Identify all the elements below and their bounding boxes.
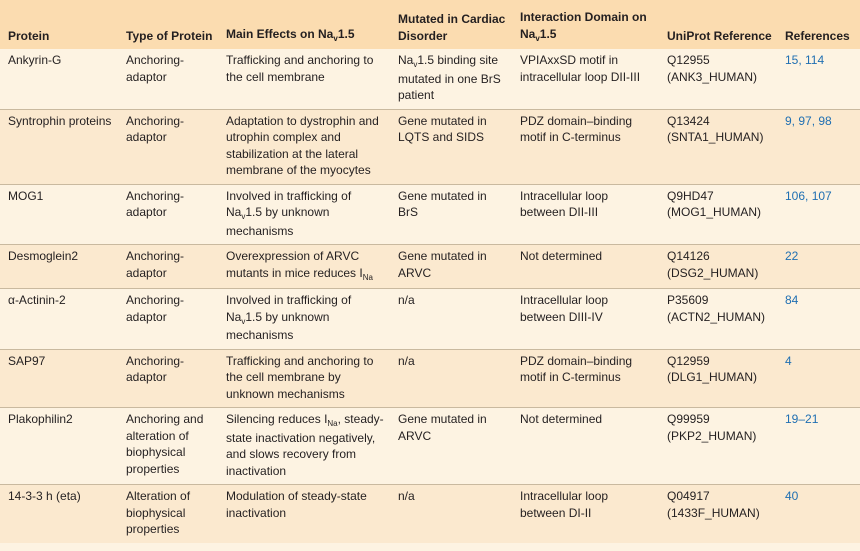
cell-effects: Silencing reduces $I_{Na}$, steady-state inactivation negatively, and slows recovery from inactivation	[226, 412, 384, 478]
cell-type: Anchoring-adaptor	[126, 113, 185, 144]
cell-refs[interactable]: 22	[785, 249, 799, 263]
cell-refs[interactable]: 84	[785, 293, 799, 307]
uniprot-name: (SNTA1_HUMAN)	[667, 130, 764, 144]
table-row	[0, 109, 860, 184]
cell-type: Anchoring-adaptor	[126, 188, 185, 219]
cell-refs[interactable]: 9, 97, 98	[785, 113, 832, 128]
cell-domain: Intracellular loop between DI-II	[520, 489, 609, 520]
uniprot-id: Q12955	[667, 53, 710, 67]
header-effects-suffix: 1.5	[337, 26, 355, 41]
uniprot-name: (1433F_HUMAN)	[667, 505, 760, 520]
cell-uniprot	[659, 408, 777, 485]
cell-domain: Intracellular loop between DII-III	[520, 188, 609, 219]
table-row	[0, 349, 860, 408]
cell-mutated: Gene mutated in ARVC	[398, 249, 487, 280]
cell-domain: Intracellular loop between DIII-IV	[520, 293, 609, 324]
cell-mutated: $Na_v1.5$ binding site mutated in one BrS patient	[398, 53, 501, 102]
cell-mutated: n/a	[398, 293, 415, 307]
header-domain-text: Interaction Domain on Na	[520, 10, 647, 41]
cell-uniprot	[659, 184, 777, 245]
cell-type: Alteration of biophysical properties	[126, 489, 191, 536]
header-type: Type of Protein	[126, 28, 213, 43]
subscript: v	[241, 212, 246, 221]
cell-domain: Not determined	[520, 249, 603, 263]
header-effects-text: Main Effects on Na	[226, 26, 334, 41]
cell-effects: Trafficking and anchoring to the cell membrane by unknown mechanisms	[226, 353, 374, 401]
uniprot-id: Q99959	[667, 412, 710, 426]
header-domain-sub: v	[535, 33, 540, 43]
subscript: Na	[362, 272, 373, 282]
cell-effects: Involved in trafficking of $Na_v1.5$ by unknown mechanisms	[226, 293, 352, 342]
uniprot-id: Q12959	[667, 353, 710, 368]
cell-domain: Not determined	[520, 412, 603, 426]
table-row	[0, 408, 860, 485]
cell-protein: SAP97	[8, 353, 46, 368]
cell-mutated: n/a	[398, 489, 415, 503]
subscript: v	[413, 60, 418, 69]
cell-protein: Desmoglein2	[8, 249, 79, 263]
cell-uniprot	[659, 109, 777, 184]
table-row	[0, 245, 860, 289]
table-row	[0, 49, 860, 109]
cell-type: Anchoring-adaptor	[126, 353, 185, 384]
cell-uniprot	[659, 49, 777, 109]
cell-uniprot	[659, 349, 777, 408]
cell-protein: 14-3-3 h (eta)	[8, 489, 81, 503]
cell-protein: α-Actinin-2	[8, 293, 66, 307]
uniprot-name: (ANK3_HUMAN)	[667, 69, 758, 84]
table-header-row	[0, 0, 860, 49]
cell-effects: Adaptation to dystrophin and utrophin complex and stabilization at the lateral membrane of the myocytes	[226, 113, 379, 177]
uniprot-name: (DLG1_HUMAN)	[667, 370, 758, 384]
table-row	[0, 184, 860, 245]
subscript: v	[241, 316, 246, 326]
cell-type: Anchoring and alteration of biophysical properties	[126, 412, 204, 476]
cell-type: Anchoring-adaptor	[126, 53, 185, 84]
header-effects-sub: v	[333, 33, 338, 43]
uniprot-name: (ACTN2_HUMAN)	[667, 309, 766, 324]
cell-mutated: Gene mutated in ARVC	[398, 412, 487, 443]
uniprot-name: (PKP2_HUMAN)	[667, 428, 757, 443]
cell-type: Anchoring-adaptor	[126, 249, 185, 280]
cell-effects: Involved in trafficking of $Na_v1.5$ by unknown mechanisms	[226, 188, 352, 238]
header-domain-suffix: 1.5	[539, 26, 557, 41]
cell-refs[interactable]: 40	[785, 489, 799, 503]
cell-refs[interactable]: 4	[785, 353, 792, 368]
cell-protein: MOG1	[8, 188, 44, 203]
cell-mutated: n/a	[398, 353, 415, 368]
header-mutated: Mutated in Cardiac Disorder	[398, 12, 506, 43]
header-protein: Protein	[8, 28, 50, 43]
cell-type: Anchoring-adaptor	[126, 293, 185, 324]
cell-uniprot	[659, 289, 777, 350]
cell-effects: Trafficking and anchoring to the cell membrane	[226, 53, 374, 84]
cell-refs[interactable]: 15, 114	[785, 53, 825, 67]
uniprot-id: P35609	[667, 293, 709, 307]
cell-protein: Plakophilin2	[8, 412, 73, 426]
table-row	[0, 289, 860, 350]
cell-uniprot	[659, 245, 777, 289]
cell-protein: Syntrophin proteins	[8, 113, 112, 128]
uniprot-id: Q13424	[667, 113, 710, 128]
cell-uniprot	[659, 485, 777, 543]
cell-refs[interactable]: 106, 107	[785, 188, 832, 203]
header-effects	[218, 0, 390, 49]
cell-effects: Modulation of steady-state inactivation	[226, 489, 367, 520]
cell-mutated: Gene mutated in LQTS and SIDS	[398, 113, 487, 144]
header-domain	[512, 0, 659, 49]
cell-mutated: Gene mutated in BrS	[398, 188, 487, 219]
uniprot-id: Q9HD47	[667, 188, 714, 203]
cell-domain: VPIAxxSD motif in intracellular loop DII-III	[520, 53, 641, 84]
uniprot-id: Q14126	[667, 249, 710, 263]
subscript: Na	[327, 419, 338, 428]
cell-protein: Ankyrin-G	[8, 53, 62, 67]
uniprot-name: (MOG1_HUMAN)	[667, 205, 762, 219]
cell-effects: Overexpression of ARVC mutants in mice reduces $I_{Na}$	[226, 249, 373, 282]
header-refs: References	[785, 28, 850, 43]
table-body	[0, 49, 860, 543]
uniprot-name: (DSG2_HUMAN)	[667, 265, 759, 280]
cell-domain: PDZ domain–binding motif in C-terminus	[520, 113, 633, 144]
header-uniprot: UniProt Reference	[667, 28, 772, 43]
cell-domain: PDZ domain–binding motif in C-terminus	[520, 353, 633, 384]
table-row	[0, 485, 860, 543]
cell-refs[interactable]: 19–21	[785, 412, 819, 426]
uniprot-id: Q04917	[667, 489, 710, 503]
